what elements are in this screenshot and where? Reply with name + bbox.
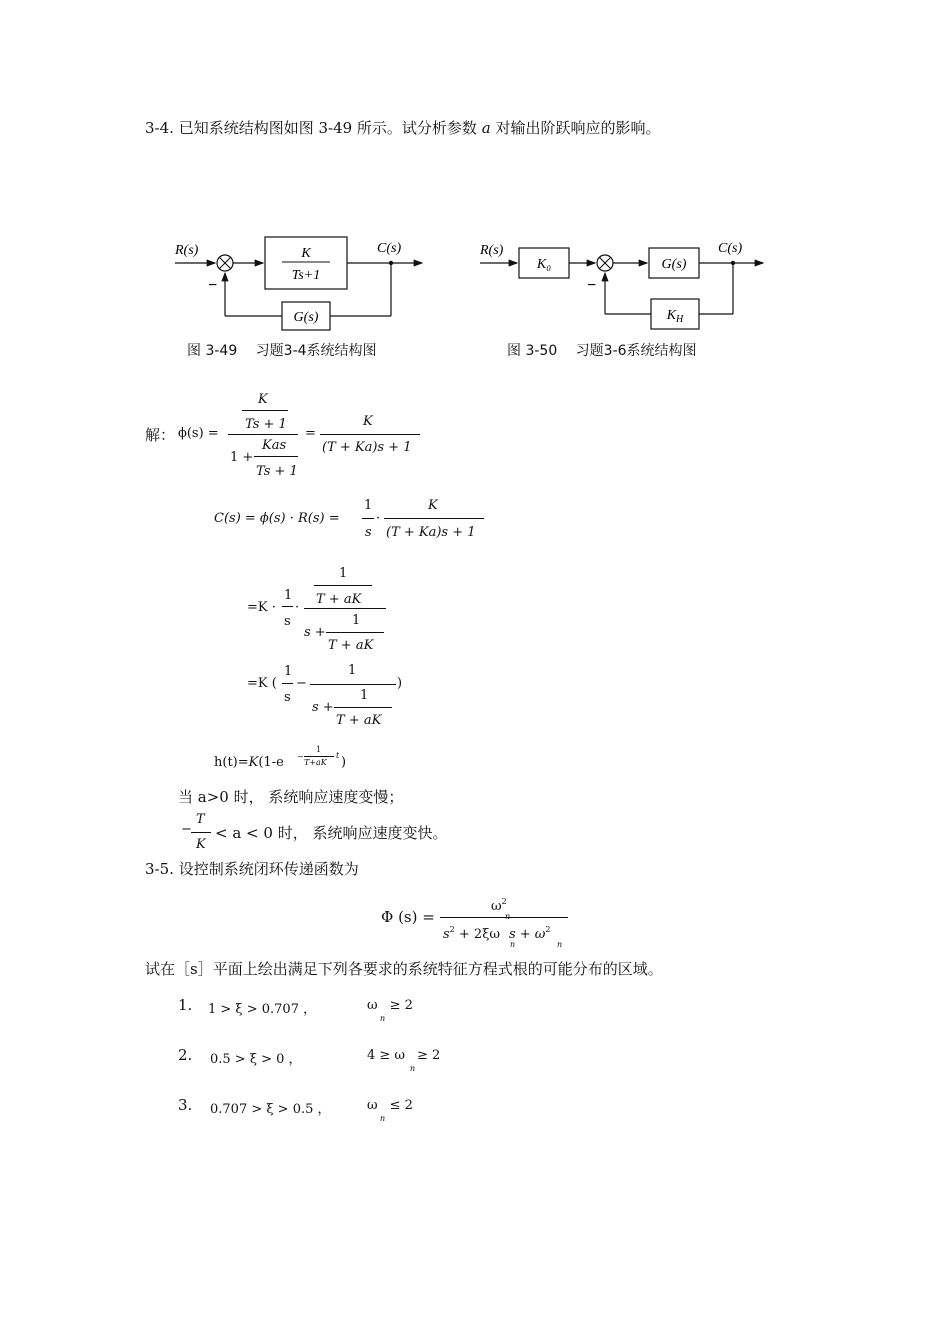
f1-result-num: K bbox=[363, 414, 373, 429]
f1-num-bar bbox=[242, 410, 288, 411]
l3-one: 1 bbox=[284, 588, 293, 603]
fig49-input-label: R(s) bbox=[175, 243, 199, 258]
l3-s: s bbox=[284, 614, 291, 629]
h-k: K bbox=[248, 755, 259, 770]
l4-num: 1 bbox=[348, 663, 357, 678]
fig49-output-label: C(s) bbox=[377, 241, 402, 256]
f1-num-num: K bbox=[258, 392, 268, 407]
cond2-k: K bbox=[196, 837, 206, 852]
h-pre: h(t)= bbox=[214, 755, 249, 770]
l3-dot: · bbox=[295, 600, 300, 615]
phi-transfer-lhs: Φ (s) = bbox=[381, 908, 435, 926]
c-lhs: C(s) = ϕ(s) · R(s) = bbox=[214, 511, 340, 526]
h-expression bbox=[214, 755, 284, 770]
item-3-omega: ω ≤ 2 bbox=[367, 1098, 413, 1113]
l3-bot-den: T + aK bbox=[328, 638, 374, 653]
cond2-t: T bbox=[196, 812, 205, 827]
item-2-omega: 4 ≥ ω ≥ 2 bbox=[367, 1048, 441, 1063]
solution-label: 解： bbox=[145, 426, 176, 444]
c-dot: · bbox=[376, 511, 381, 526]
h-exp-den: T+aK bbox=[304, 758, 327, 767]
fig50-minus-sign: − bbox=[587, 277, 597, 294]
l4-one-bar bbox=[282, 683, 293, 684]
condition-a-positive: 当 a>0 时， 系统响应速度变慢； bbox=[178, 788, 404, 806]
c-bar bbox=[384, 518, 484, 519]
l3-top-den: T + aK bbox=[316, 592, 362, 607]
h-exp-t: t bbox=[336, 751, 340, 760]
cond2-minus: − bbox=[181, 822, 192, 837]
l3-main-bar bbox=[304, 608, 386, 609]
tf-den-sub1: n bbox=[510, 940, 516, 949]
f1-den-one: 1 + bbox=[230, 450, 254, 465]
l3-top-one: 1 bbox=[339, 566, 348, 581]
f1-den-num: Kas bbox=[262, 438, 287, 453]
l3-pre: =K · bbox=[247, 600, 276, 615]
problem-3-4-param: a bbox=[481, 119, 491, 137]
item-1-number: 1. bbox=[178, 996, 193, 1014]
f1-equals: = bbox=[305, 426, 316, 441]
l3-top-bar bbox=[314, 585, 372, 586]
c-den: (T + Ka)s + 1 bbox=[386, 525, 476, 540]
l4-inner-one: 1 bbox=[360, 688, 369, 703]
item-1-sub: n bbox=[380, 1014, 386, 1023]
l4-s-plus: s + bbox=[312, 700, 334, 715]
l3-bot-bar bbox=[326, 632, 384, 633]
phi-lhs: ϕ(s) = bbox=[178, 426, 219, 441]
l4-main-bar bbox=[310, 684, 396, 685]
l3-one-bar bbox=[282, 606, 293, 607]
f1-den-bar bbox=[254, 456, 298, 457]
l4-close: ) bbox=[397, 676, 403, 691]
fig49-block-num: K bbox=[301, 246, 311, 261]
item-3-condition: 0.707 > ξ > 0.5 ， bbox=[210, 1102, 331, 1117]
problem-3-4-text-end: 对输出阶跃响应的影响。 bbox=[495, 119, 661, 137]
item-2-sub: n bbox=[410, 1064, 416, 1073]
h-exp-one: 1 bbox=[316, 745, 322, 754]
tf-fraction-bar bbox=[440, 917, 568, 918]
item-1-condition: 1 > ξ > 0.707 ， bbox=[208, 1002, 317, 1017]
fig49-block-den: Ts+1 bbox=[291, 268, 321, 283]
figure-3-50-caption: 图 3-50 习题3-6系统结构图 bbox=[507, 343, 697, 359]
problem-3-4-text: 3-4. 已知系统结构图如图 3-49 所示。试分析参数 bbox=[145, 119, 477, 137]
tf-num-sub: n bbox=[505, 912, 511, 921]
item-1-omega: ω ≥ 2 bbox=[367, 998, 413, 1013]
fig49-minus-sign: − bbox=[208, 277, 218, 294]
l4-s: s bbox=[284, 690, 291, 705]
h-exp-minus: − bbox=[297, 752, 304, 761]
h-paren: (1-e bbox=[258, 755, 284, 770]
item-3-number: 3. bbox=[178, 1096, 193, 1114]
fig50-kh-label: $K_H$ bbox=[666, 308, 684, 325]
f1-main-bar bbox=[228, 434, 298, 435]
fig50-input-label: R(s) bbox=[480, 243, 504, 258]
c-one-bar bbox=[362, 518, 374, 519]
l3-bot-one: 1 bbox=[352, 613, 361, 628]
fig50-k0-label: K₀ bbox=[536, 257, 552, 272]
problem-3-5-title: 3-5. 设控制系统闭环传递函数为 bbox=[145, 860, 359, 878]
fig50-summing-junction bbox=[597, 255, 613, 271]
fig49-feedback-label: G(s) bbox=[293, 310, 319, 325]
fig50-forward-label: G(s) bbox=[661, 257, 687, 272]
item-2-condition: 0.5 > ξ > 0 ， bbox=[210, 1052, 302, 1067]
tf-den-sub2: n bbox=[557, 940, 563, 949]
fig49-summing-junction bbox=[217, 255, 233, 271]
l3-s-plus: s + bbox=[304, 625, 326, 640]
item-3-sub: n bbox=[380, 1114, 386, 1123]
figure-3-49-caption: 图 3-49 习题3-4系统结构图 bbox=[187, 343, 377, 359]
fig50-output-label: C(s) bbox=[718, 241, 743, 256]
f1-den-den: Ts + 1 bbox=[256, 464, 298, 479]
l4-one: 1 bbox=[284, 664, 293, 679]
c-s: s bbox=[365, 525, 372, 540]
tf-denominator: $s^2 + 2\xi\omega$ $s + \omega^2$ bbox=[443, 925, 551, 942]
h-exp-bar bbox=[304, 756, 334, 757]
f1-num-den: Ts + 1 bbox=[245, 417, 287, 432]
f1-result-den: (T + Ka)s + 1 bbox=[322, 440, 412, 455]
tf-numerator: $\omega^2$ bbox=[491, 897, 507, 914]
item-2-number: 2. bbox=[178, 1046, 193, 1064]
h-close: ) bbox=[341, 755, 347, 770]
l4-inner-den: T + aK bbox=[336, 713, 382, 728]
l4-pre: =K ( bbox=[247, 676, 277, 691]
problem-3-4-title bbox=[145, 117, 660, 138]
condition-a-negative: < a < 0 时， 系统响应速度变快。 bbox=[215, 824, 448, 842]
figure-3-50-diagram bbox=[475, 232, 775, 332]
cond2-bar bbox=[191, 832, 211, 833]
c-num: K bbox=[428, 498, 438, 513]
l4-minus: − bbox=[296, 676, 307, 691]
problem-3-5-task: 试在［s］平面上绘出满足下列各要求的系统特征方程式根的可能分布的区域。 bbox=[145, 960, 663, 978]
f1-result-bar bbox=[320, 434, 420, 435]
figure-3-49-diagram bbox=[170, 232, 430, 332]
c-one: 1 bbox=[364, 498, 373, 513]
l4-inner-bar bbox=[334, 707, 392, 708]
